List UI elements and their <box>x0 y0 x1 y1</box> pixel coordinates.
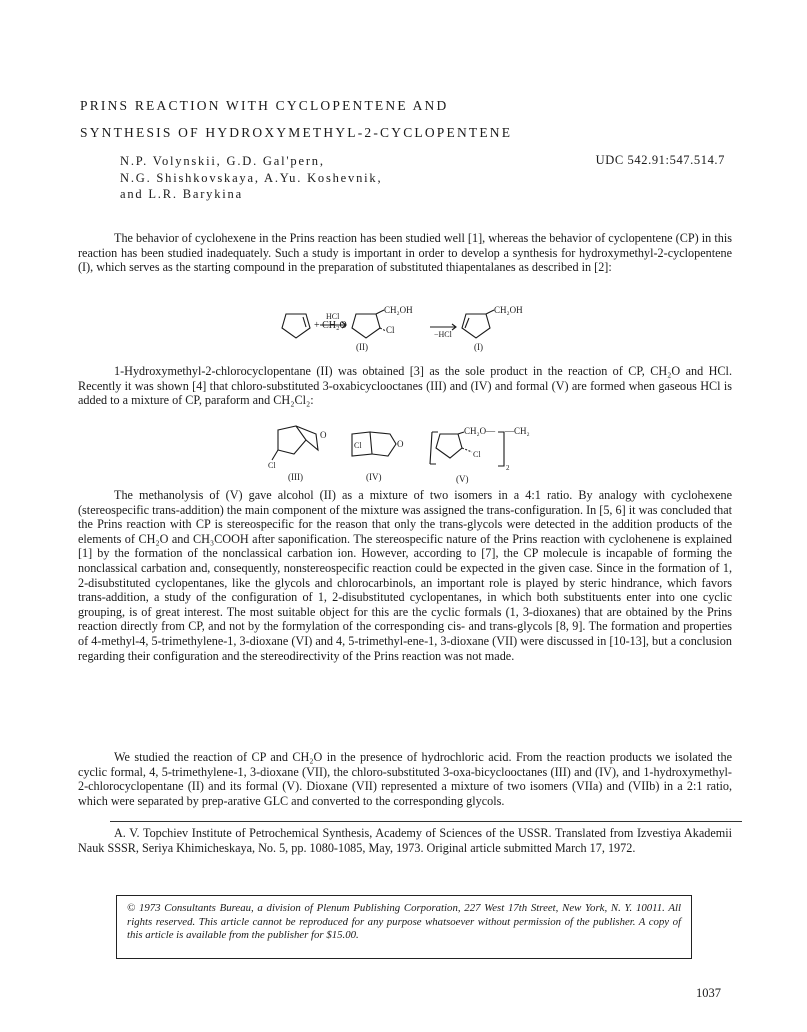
cl-IV: Cl <box>354 441 362 450</box>
cl-bond-V <box>462 448 472 452</box>
compound-label-IV: (IV) <box>366 472 382 482</box>
cyclopentane-ring-V <box>436 434 462 458</box>
copyright-notice-text: © 1973 Consultants Bureau, a division of Plenum Publishing Corporation, 227 West 17th Street, New York, N. Y. 10011. All rights reserved. This article cannot be reproduced for any purpose whatsoever without permission of the publisher. A copy of this article is available from the publisher for $15.00. <box>127 902 681 941</box>
bracket-right <box>498 432 504 466</box>
ch2oh-bond <box>376 310 384 314</box>
bicyclooctane-IV-bridge <box>370 432 396 456</box>
double-bond-line-2 <box>465 318 469 328</box>
cl-bond-III <box>272 450 278 460</box>
paragraph-3 <box>78 488 732 663</box>
page-number: 1037 <box>696 986 721 1000</box>
copyright-notice-box <box>116 895 692 959</box>
title-line-1: PRINS REACTION WITH CYCLOPENTENE AND <box>80 98 449 113</box>
compound-label-III: (III) <box>288 472 303 482</box>
author-line-2: N.G. Shishkovskaya, A.Yu. Koshevnik, <box>120 170 383 185</box>
compound-label-V: (V) <box>456 474 469 484</box>
affiliation-footnote <box>78 826 732 855</box>
paragraph-1 <box>78 231 732 275</box>
oxygen-III: O <box>320 430 327 440</box>
ch2oh-bond-2 <box>486 310 494 314</box>
bicyclooctane-III-bridge <box>296 426 318 450</box>
compound-label-II: (II) <box>356 342 368 352</box>
compound-label-I: (I) <box>474 342 483 352</box>
udc-code: UDC 542.91:547.514.7 <box>595 153 725 167</box>
paragraph-4-text: We studied the reaction of CP and CH₂O in the presence of hydrochloric acid. From the reaction products we isolated the cyclic formal, 4, 5-trimethylene-1, 3-dioxane (VII), the chloro-substituted 3-oxa-bicyclooctanes (III) and (IV), and 1-hydroxymethyl-2-chlorocyclopentane (II) and its formal (V). Dioxane (VII) represented a mixture of two isomers (VIIa) and (VIIb) in a 2:1 ratio, which were separated by prep-arative GLC and converted to the corresponding glycols. <box>78 750 732 808</box>
double-bond-line <box>303 317 306 327</box>
reagent-hcl: HCl <box>326 312 340 321</box>
substituent-cl: Cl <box>386 325 395 335</box>
title-line-2: SYNTHESIS OF HYDROXYMETHYL-2-CYCLOPENTENE <box>80 125 513 140</box>
subscript-2-V: 2 <box>506 464 510 472</box>
bicyclooctane-III-ring <box>278 426 306 454</box>
paragraph-3-text: The methanolysis of (V) gave alcohol (II) as a mixture of two isomers in a 4:1 ratio. By analogy with cyclohexene (stereospecific trans-addition) the main component of the mixture was assigned the trans-configuration. In [5, 6] it was concluded that the Prins reaction with CP is stereospecific for the reason that only the trans-glycols were detected in the addition products of the elements of CH₂O and CH₃COOH after saponification. The stereospecific nature of the Prins reaction with cyclohenene is explained [1] by the formation of the nonclassical carbation ion. However, according to [7], the CP molecule is incapable of forming the nonclassical carbation and, consequently, nonstereospecific reaction could be expected in the given case. Since in the formation of 1, 2-disubstituted cyclopentanes, like the glycols and chlorocarbinols, an important role is played by steric hindrance, which favors trans-addition, a study of the configuration of 1, 2-disubstituted cyclopentanes, in which both substituents enter into one cyclic grouping, is of great interest. The most suitable object for this are the cyclic formals (1, 3-dioxanes) that are obtained by the Prins reaction directly from CP, and not by the formylation of the corresponding cis- and trans-glycols [8, 9]. The formation and properties of 4-methyl-4, 5-trimethylene-1, 3-dioxane (VI) and 4, 5-trimethyl-ene-1, 3-dioxane (VII) were discussed in [10-13], but a conclusion regarding their configuration and the stereodirectivity of the Prins reaction was not made. <box>78 488 732 663</box>
author-line-1: N.P. Volynskii, G.D. Gal'pern, <box>120 154 325 168</box>
reaction-scheme-2 <box>268 420 548 484</box>
ch2o-V: CH₂O— <box>464 426 496 436</box>
bracket-left <box>430 432 432 464</box>
plus-ch2o: + CH₂O <box>314 320 347 331</box>
reaction-scheme-1 <box>280 300 550 352</box>
author-line-3: and L.R. Barykina <box>120 187 243 201</box>
chlorocyclopentane-ring <box>352 314 380 338</box>
author-list <box>120 153 382 203</box>
paragraph-2 <box>78 364 732 408</box>
footnote-divider <box>110 821 742 822</box>
paragraph-4 <box>78 750 732 808</box>
paragraph-1-text: The behavior of cyclohexene in the Prins reaction has been studied well [1], whereas the behavior of cyclopentene (CP) in this reaction has been studied inadequately. Such a study is important in order to develop a synthesis for hydroxymethyl-2-cyclopentene (I), which serves as the starting compound in the preparation of substituted thiapentalanes as described in [2]: <box>78 231 732 275</box>
cl-V: Cl <box>473 450 481 459</box>
paragraph-2-text: 1-Hydroxymethyl-2-chlorocyclopentane (II) was obtained [3] as the sole product in the reaction of CP, CH₂O and HCl. Recently it was shown [4] that chloro-substituted 3-oxabicyclooctanes (III) and (IV) and formal (V) are formed when gaseous HCl is added to a mixture of CP, paraform and CH₂Cl₂: <box>78 364 732 408</box>
substituent-ch2oh: CH₂OH <box>384 305 413 315</box>
affiliation-footnote-text: A. V. Topchiev Institute of Petrochemical Synthesis, Academy of Sciences of the USSR. Translated from Izvestiya Akademii Nauk SSSR, Seriya Khimicheskaya, No. 5, pp. 1080-1085, May, 1973. Original article submitted March 17, 1972. <box>78 826 732 855</box>
oxygen-IV: O <box>397 439 404 449</box>
cl-III: Cl <box>268 461 276 470</box>
ch2-V: —CH₂ <box>505 426 530 436</box>
reagent-minus-hcl: −HCl <box>434 330 452 339</box>
substituent-ch2oh-2: CH₂OH <box>494 305 523 315</box>
